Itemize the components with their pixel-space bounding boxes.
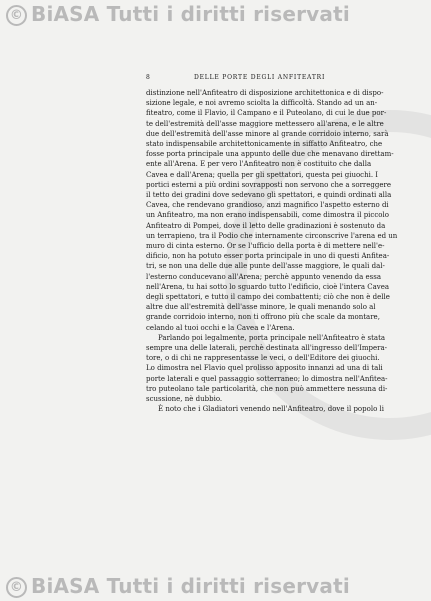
text-line: nell'Arena, tu hai sotto lo sguardo tutto l'edificio, cioè l'intera Cavea <box>146 282 390 291</box>
text-line: È noto che i Gladiatori venendo nell'Anfiteatro, dove il popolo li <box>158 405 384 414</box>
text-line: distinzione nell'Anfiteatro di disposizione architettonica e di dispo- <box>146 89 384 97</box>
text-line: Cavea, che rendevano grandioso, anzi magnifico l'aspetto esterno di <box>146 201 389 210</box>
text-line: altre due all'estremità dell'asse minore, le quali menando solo al <box>146 303 376 312</box>
text-line: porte laterali e quel passaggio sotterraneo; lo dimostra nell'Anfitea- <box>146 374 388 383</box>
watermark-top <box>0 2 431 26</box>
copyright-icon: © <box>6 577 27 598</box>
watermark-bottom-text: BiASA Tutti i diritti riservati <box>31 574 350 598</box>
watermark-top-text: BiASA Tutti i diritti riservati <box>31 2 350 26</box>
text-line: dificio, non ha potuto esser porta principale in uno di questi Anfitea- <box>146 252 390 261</box>
text-line: tri, se non una delle due alle punte dell'asse maggiore, le quali dal- <box>146 262 385 271</box>
running-title: DELLE PORTE DEGLI ANFITEATRI <box>194 74 326 81</box>
watermark-bottom <box>0 574 431 598</box>
copyright-icon: © <box>6 5 27 26</box>
text-line: Cavea e dall'Arena; quella per gli spettatori, questa pei giuochi. I <box>146 170 379 179</box>
text-line: sempre una delle laterali, perchè destinata all'ingresso dell'Impera- <box>146 344 388 353</box>
text-line: un terrapieno, tra il Podio che internamente circonscrive l'arena ed un <box>146 231 398 240</box>
text-line: sizione legale, e noi avremo sciolta la difficoltà. Stando ad un an- <box>146 99 378 108</box>
text-line: scussione, nè dubbio. <box>146 395 223 404</box>
text-line: celando al tuoi occhi e la Cavea e l'Arena. <box>146 323 295 332</box>
text-line: Anfiteatro di Pompei, dove il letto delle gradinazioni è sostenuto da <box>146 221 386 230</box>
text-line: un Anfiteatro, ma non erano indispensabili, come dimostra il piccolo <box>146 211 389 220</box>
text-line: stato indispensabile architettonicamente in siffatto Anfiteatro, che <box>146 140 383 149</box>
text-line: muro di cinta esterno. Or se l'ufficio della porta è di mettere nell'e- <box>146 242 385 251</box>
text-line: Lo dimostra nel Flavio quel prolisso apposito innanzi ad una di tali <box>146 364 383 373</box>
text-line: tro puteolano tale particolarità, che non può ammettere nessuna di- <box>146 384 388 393</box>
text-line: Parlando poi legalmente, porta principale nell'Anfiteatro è stata <box>158 333 386 342</box>
text-line: degli spettatori, e tutto il campo dei combattenti; ciò che non è delle <box>146 293 390 302</box>
text-line: fosse porta principale una appunto delle due che menavano direttam- <box>146 150 394 159</box>
text-line: te dell'estremità dell'asse maggiore mettessero all'arena, e le altre <box>146 119 384 128</box>
text-line: il tetto dei gradini dove sedevano gli spettatori, e quindi ordinati alla <box>146 191 392 200</box>
page-number: 8 <box>146 74 151 81</box>
text-line: ente all'Arena. E per vero l'Anfiteatro non è costituito che dalla <box>146 160 372 169</box>
body-text <box>146 88 406 415</box>
text-line: grande corridoio interno, non ti offrono più che scale da montare, <box>146 313 380 322</box>
text-line: l'esterno conducevano all'Arena; perchè appunto venendo da essa <box>146 272 382 281</box>
text-line: fiteatro, come il Flavio, il Campano e il Puteolano, di cui le due por- <box>146 109 387 118</box>
text-line: due dell'estremità dell'asse minore al grande corridoio interno, sarà <box>146 129 389 138</box>
text-line: tore, o di chi ne rappresentasse le veci, o dell'Editore dei giuochi. <box>146 354 380 363</box>
text-line: portici esterni a più ordini sovrapposti non servono che a sorreggere <box>146 180 391 189</box>
